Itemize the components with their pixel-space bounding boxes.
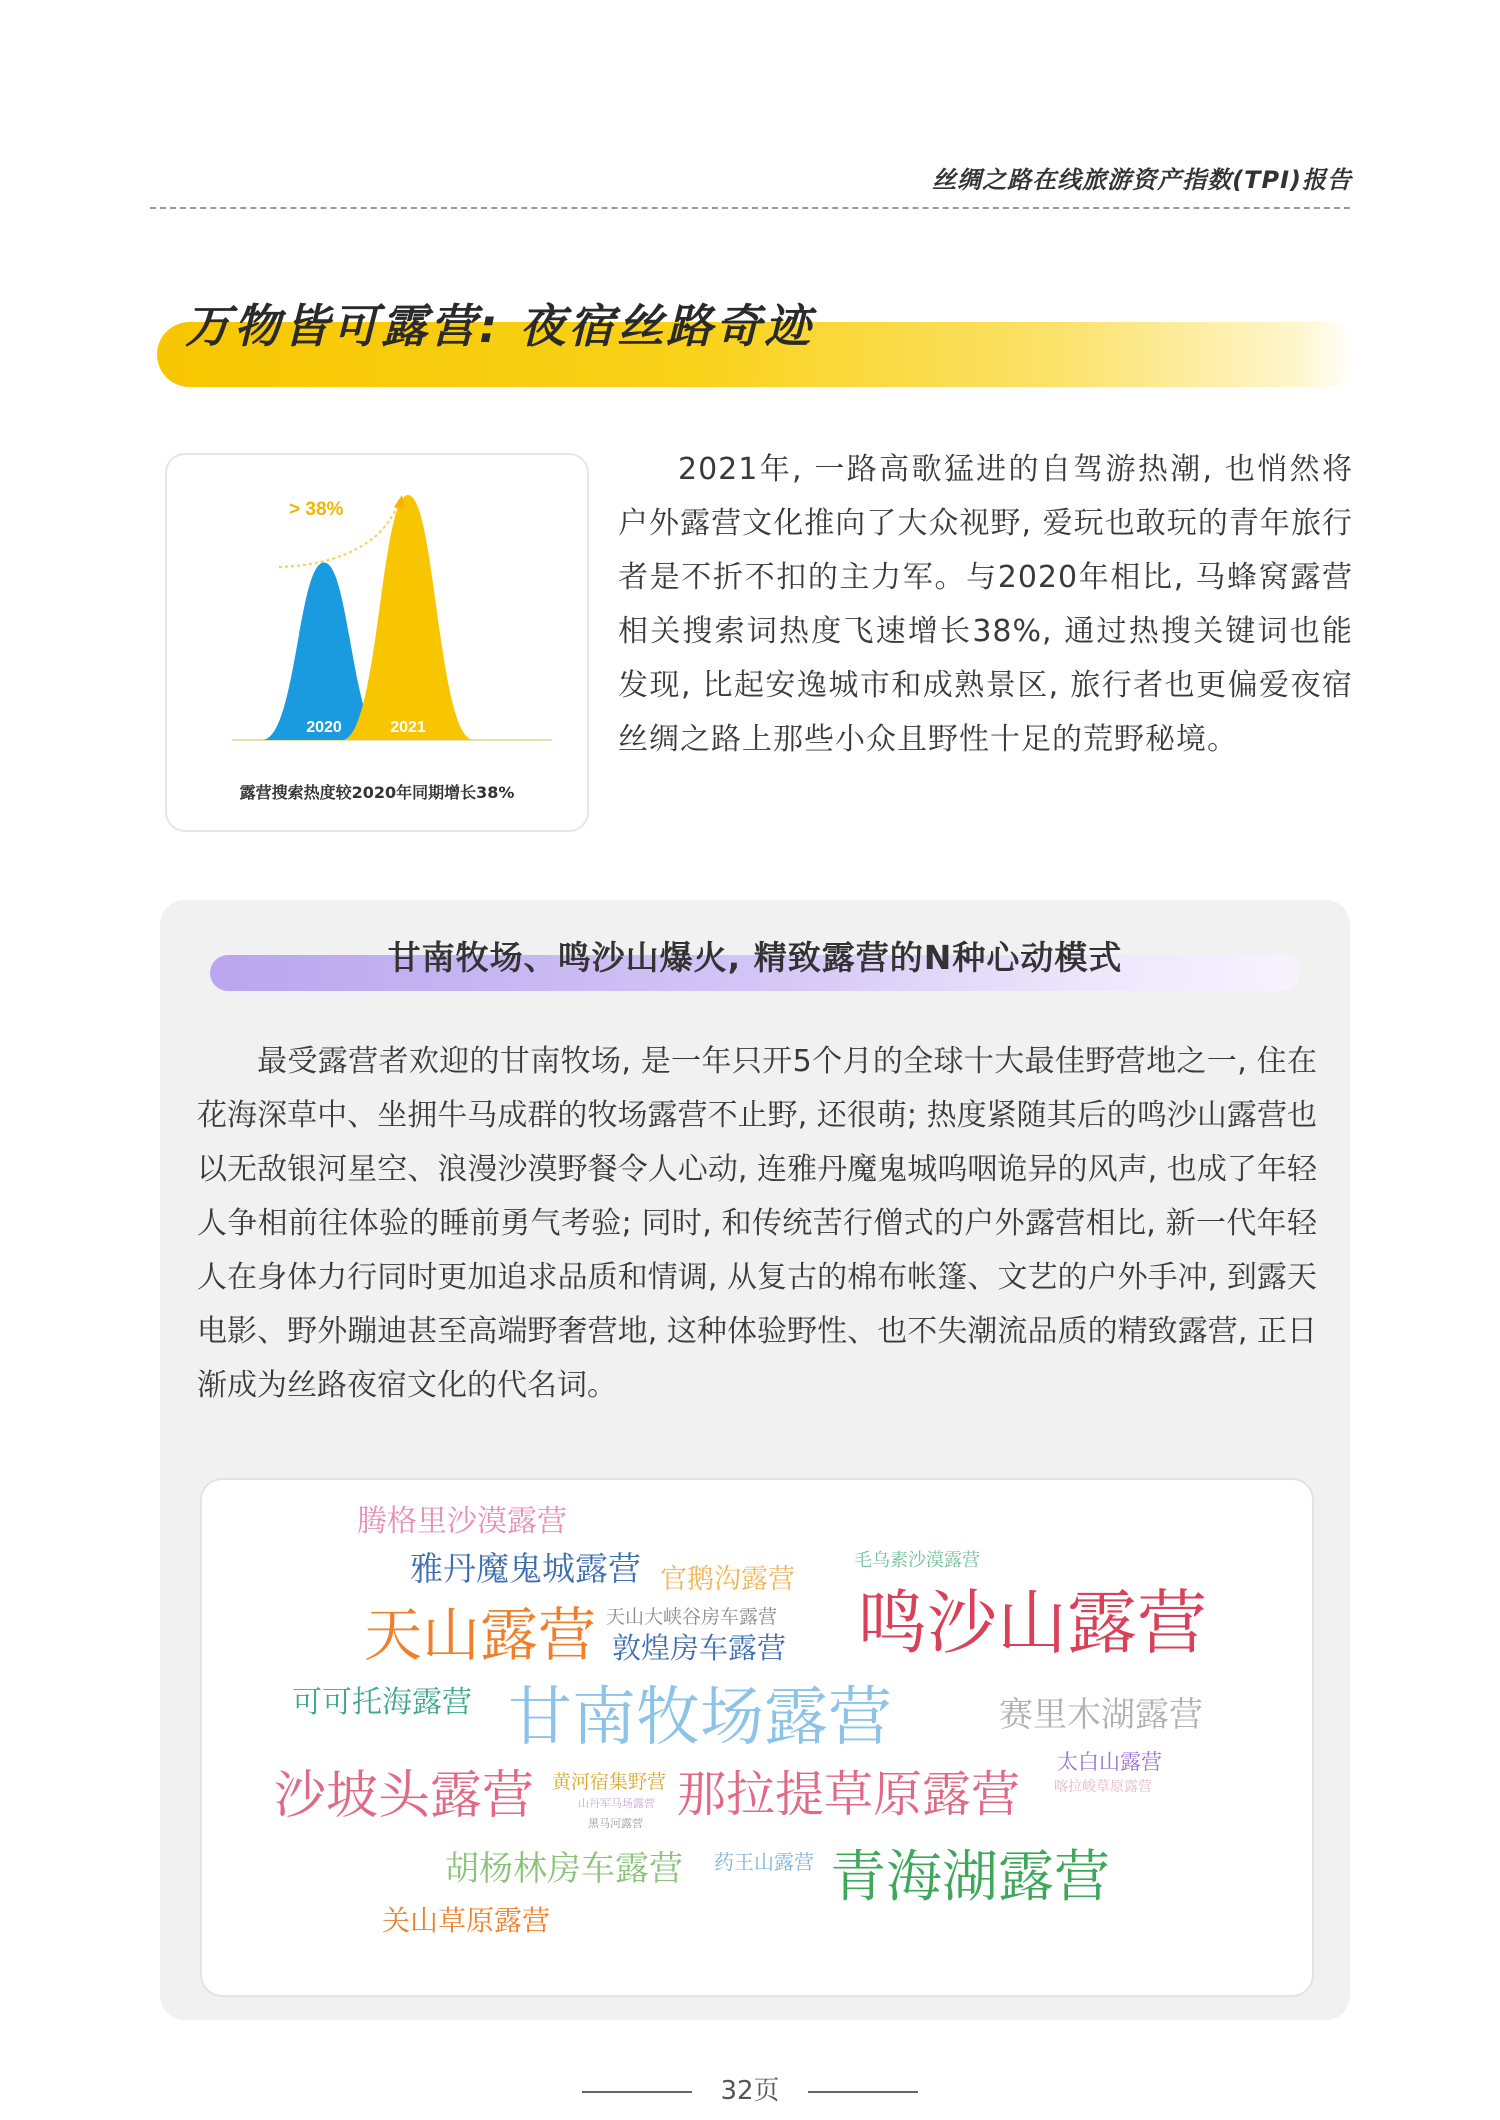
chart-label-2020: 2020	[306, 719, 342, 736]
wordcloud-word: 甘南牧场露营	[508, 1681, 892, 1755]
chart-label-2021: 2021	[390, 719, 426, 736]
page-number: 32页	[720, 2076, 780, 2106]
wordcloud-word: 青海湖露营	[830, 1845, 1110, 1910]
wordcloud-word: 药王山露营	[714, 1850, 814, 1874]
wordcloud-word: 鸣沙山露营	[857, 1582, 1207, 1664]
wordcloud-word: 天山露营	[364, 1601, 597, 1669]
wordcloud-word: 太白山露营	[1057, 1750, 1162, 1774]
wordcloud-word: 黄河宿集野营	[552, 1771, 667, 1793]
wordcloud-word: 官鹅沟露营	[660, 1564, 795, 1595]
growth-chart-card	[165, 453, 589, 832]
footer-right-line	[808, 2091, 918, 2093]
header-divider	[150, 207, 1350, 209]
chart-annotation: > 38%	[289, 499, 344, 520]
chart-caption: 露营搜索热度较2020年同期增长38%	[239, 783, 515, 802]
growth-chart	[167, 455, 587, 785]
growth-arrow-head	[394, 495, 405, 509]
wordcloud-word: 赛里木湖露营	[999, 1695, 1203, 1735]
wordcloud-word: 那拉提草原露营	[677, 1766, 1021, 1823]
page-footer	[0, 2070, 1500, 2107]
section-title: 万物皆可露营: 夜宿丝路奇迹	[185, 299, 814, 353]
wordcloud-word: 敦煌房车露营	[612, 1631, 787, 1665]
intro-paragraph: 2021年, 一路高歌猛进的自驾游热潮, 也悄然将户外露营文化推向了大众视野, 爱玩也敢玩的青年旅行者是不折不扣的主力军。与2020年相比, 马蜂窝露营相关搜索词热度飞速增长38%, 通过热搜关键词也能发现, 比起安逸城市和成熟景区, 旅行者也更偏爱夜宿丝绸之路上那些小众且野性十足的荒野秘境。	[618, 452, 1353, 757]
wordcloud-word: 沙坡头露营	[274, 1766, 535, 1826]
wordcloud-word: 毛乌素沙漠露营	[854, 1550, 980, 1571]
wordcloud-word: 天山大峡谷房车露营	[606, 1606, 778, 1628]
subsection-paragraph: 最受露营者欢迎的甘南牧场, 是一年只开5个月的全球十大最佳野营地之一, 住在花海深草中、坐拥牛马成群的牧场露营不止野, 还很萌; 热度紧随其后的鸣沙山露营也以无敌银河星空、浪漫沙漠野餐令人心动, 连雅丹魔鬼城呜咽诡异的风声, 也成了年轻人争相前往体验的睡前勇气考验; 同时, 和传统苦行僧式的户外露营相比, 新一代年轻人在身体力行同时更加追求品质和情调, 从复古的棉布帐篷、文艺的户外手冲, 到露天电影、野外蹦迪甚至高端野奢营地, 这种体验野性、也不失潮流品质的精致露营, 正日渐成为丝路夜宿文化的代名词。	[197, 1044, 1317, 1403]
wordcloud-word: 黑马河露营	[588, 1817, 643, 1830]
camping-wordcloud	[200, 1478, 1314, 1997]
wordcloud-word: 喀拉峻草原露营	[1054, 1779, 1152, 1795]
wordcloud-word: 山丹军马场露营	[578, 1797, 655, 1810]
subsection-title: 甘南牧场、鸣沙山爆火, 精致露营的N种心动模式	[387, 938, 1123, 977]
wordcloud-word: 关山草原露营	[382, 1904, 551, 1937]
report-header-title: 丝绸之路在线旅游资产指数(TPI)报告	[932, 166, 1352, 194]
wordcloud-word: 腾格里沙漠露营	[357, 1504, 567, 1539]
wordcloud-word: 可可托海露营	[292, 1685, 472, 1720]
wordcloud-word: 雅丹魔鬼城露营	[410, 1549, 641, 1588]
wordcloud-word: 胡杨林房车露营	[445, 1849, 683, 1889]
footer-left-line	[582, 2091, 692, 2093]
